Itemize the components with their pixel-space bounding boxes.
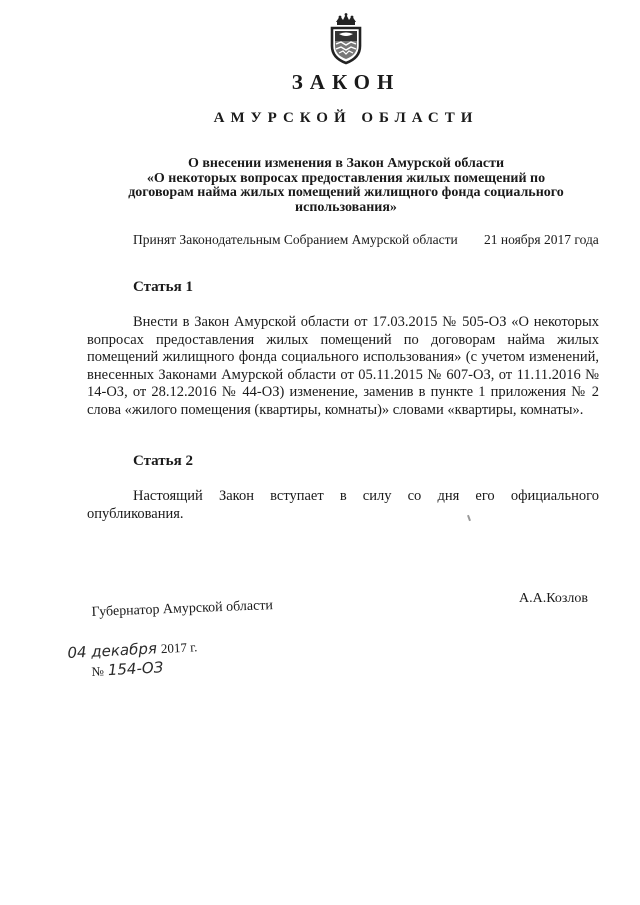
signatory-name: А.А.Козлов: [519, 591, 588, 606]
signing-year: 2017 г.: [160, 639, 198, 657]
law-number-handwritten: 154-ОЗ: [107, 658, 164, 680]
law-name-line: договорам найма жилых помещений жилищного фонда социального: [128, 185, 564, 200]
signing-date-handwritten: 04 декабря: [67, 639, 158, 663]
article-2-heading: Статья 2: [133, 453, 193, 469]
coat-of-arms-icon: [328, 12, 364, 66]
law-name: [104, 157, 588, 215]
law-number-prefix: №: [91, 663, 105, 680]
article-1-text: Внести в Закон Амурской области от 17.03.2015 № 505-ОЗ «О некоторых вопросах предоставления жилых помещений по договорам найма жилых помещений жилищного фонда социального использования» (с учетом изменений, внесенных Законами Амурской области от 05.11.2015 № 607-ОЗ, от 11.11.2016 № 14-ОЗ, от 28.12.2016 № 44-ОЗ) изменение, заменив в пункте 1 приложения № 2 слова «жилого помещения (квартиры, комнаты)» словами «квартиры, комнаты».: [87, 314, 599, 418]
law-name-line: О внесении изменения в Закон Амурской области: [187, 156, 505, 171]
article-1-heading: Статья 1: [133, 279, 193, 295]
document-title: ЗАКОН: [291, 70, 401, 94]
adopted-date: 21 ноября 2017 года: [484, 232, 599, 247]
law-number: [91, 658, 164, 681]
law-name-line: «О некоторых вопросах предоставления жилых помещений по: [146, 170, 546, 186]
document-subtitle: АМУРСКОЙ ОБЛАСТИ: [213, 110, 479, 126]
adopted-by-text: Принят Законодательным Собранием Амурской области: [133, 232, 458, 247]
article-2-text: Настоящий Закон вступает в силу со дня его официального опубликования.: [87, 488, 599, 522]
signatory-position: Губернатор Амурской области: [91, 598, 274, 621]
law-name-line: использования»: [295, 199, 397, 215]
